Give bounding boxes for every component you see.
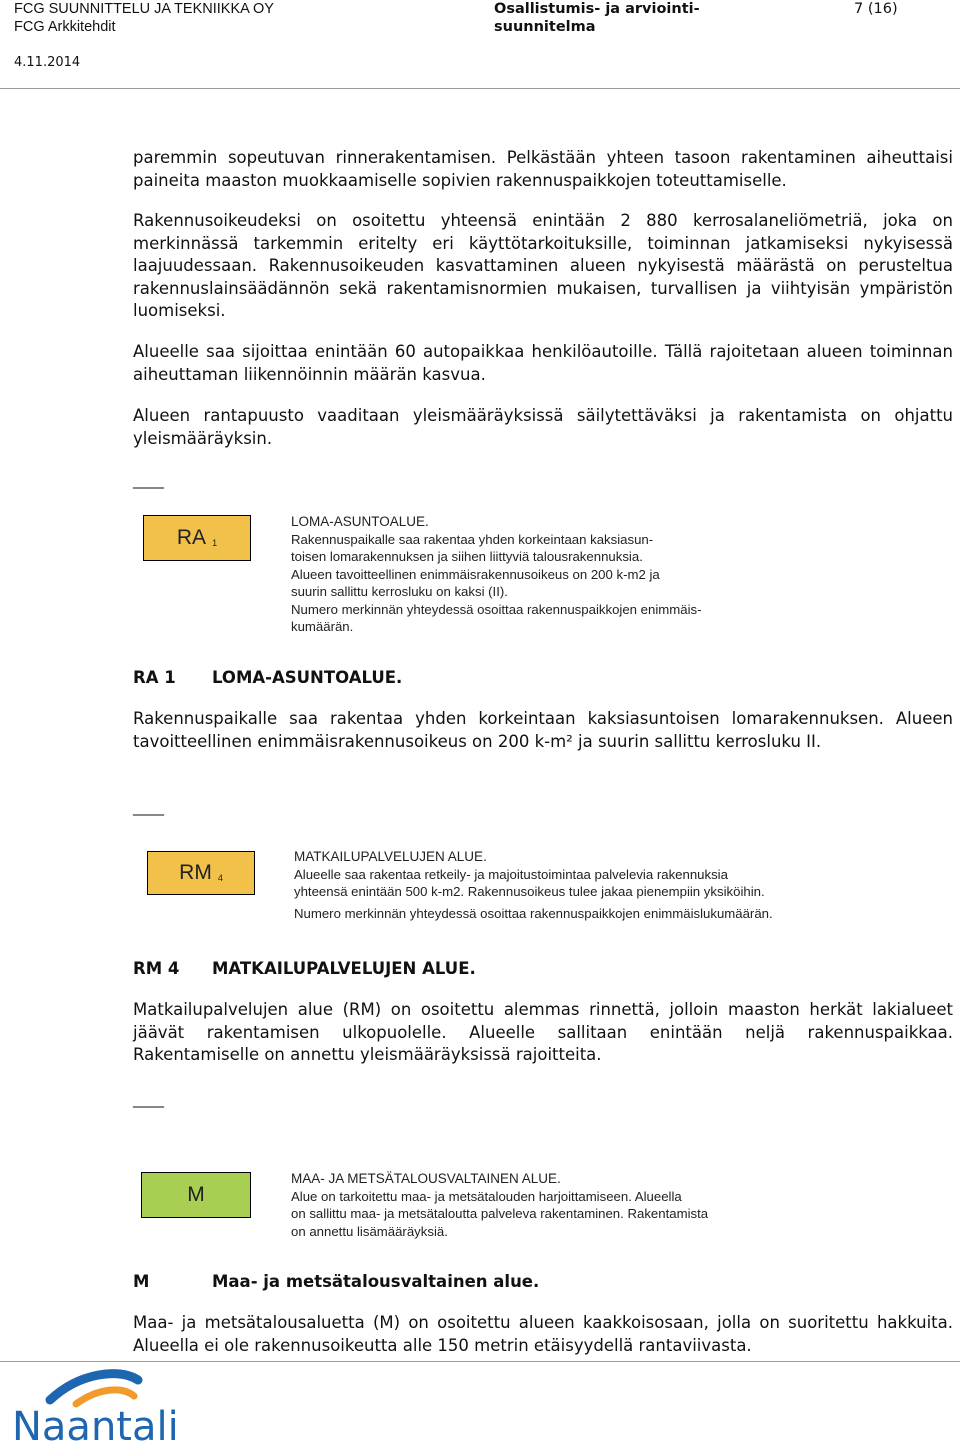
legend-text <box>291 513 811 636</box>
section-heading <box>133 667 402 689</box>
legend-text <box>291 1170 851 1240</box>
document-title: Osallistumis- ja arviointi-suunnitelma <box>494 1 700 35</box>
section-separator: _____ <box>133 473 163 489</box>
header-divider <box>0 88 960 89</box>
legend-line: on annettu lisämääräyksiä. <box>291 1223 448 1239</box>
legend-code: M <box>187 1183 205 1206</box>
legend-line: Alueelle saa rakentaa retkeily- ja majoitustoimintaa palvelevia rakennuksia <box>294 866 728 882</box>
naantali-logo <box>10 1366 200 1446</box>
body-paragraph: Alueelle saa sijoittaa enintään 60 autopaikkaa henkilöautoille. Tällä rajoitetaan alueen toiminnan aiheuttaman liikennöinnin määrän kasvua. <box>133 342 953 384</box>
page-number: 7 (16) <box>854 1 898 17</box>
section-code: RA 1 <box>133 668 176 687</box>
section-body: Rakennuspaikalle saa rakentaa yhden korkeintaan kaksiasuntoisen lomarakennuksen. Alueen tavoitteellinen enimmäisrakennusoikeus on 200 k-m² ja suurin sallittu kerrosluku II. <box>133 709 953 751</box>
legend-swatch <box>147 851 255 895</box>
legend-line: toisen lomarakennuksen ja siihen liittyviä talousrakennuksia. <box>291 549 643 564</box>
company-name: FCG SUUNNITTELU JA TEKNIIKKA OY <box>14 1 274 17</box>
legend-swatch <box>141 1172 251 1218</box>
legend-code: RM <box>179 861 212 884</box>
page-header <box>0 0 960 92</box>
document-date: 4.11.2014 <box>14 55 81 70</box>
legend-title: MAA- JA METSÄTALOUSVALTAINEN ALUE. <box>291 1171 561 1186</box>
legend-sub: 1 <box>212 538 218 548</box>
body-paragraph: Alueen rantapuusto vaaditaan yleismääräyksissä säilytettäväksi ja rakentamista on ohjattu yleismääräyksin. <box>133 406 953 448</box>
section-title: Maa- ja metsätalousvaltainen alue. <box>212 1272 540 1291</box>
body-paragraph: paremmin sopeutuvan rinnerakentamisen. Pelkästään yhteen tasoon rakentaminen aiheuttaisi paineita maaston muokkaamiselle sopivien rakennuspaikkojen toteuttamiselle. <box>133 148 953 190</box>
section-separator: _____ <box>133 1092 163 1108</box>
section-code: RM 4 <box>133 959 180 978</box>
legend-sub: 4 <box>217 873 223 883</box>
section-heading <box>133 958 476 980</box>
legend-text <box>294 848 854 922</box>
legend-swatch <box>143 515 251 561</box>
section-heading <box>133 1271 539 1293</box>
company-division: FCG Arkkitehdit <box>14 19 116 35</box>
section-title: LOMA-ASUNTOALUE. <box>212 668 403 687</box>
logo-wordmark: Naantali <box>12 1404 179 1446</box>
legend-line: yhteensä enintään 500 k-m2. Rakennusoikeus tulee jakaa pienempiin yksiköihin. <box>294 884 765 899</box>
footer-divider <box>0 1361 960 1362</box>
legend-title: MATKAILUPALVELUJEN ALUE. <box>294 849 487 864</box>
section-separator: _____ <box>133 800 163 816</box>
legend-line: suurin sallittu kerrosluku on kaksi (II). <box>291 584 508 599</box>
section-body: Maa- ja metsätalousaluetta (M) on osoitettu alueen kaakkoisosaan, jolla on suoritettu hakkuita. Alueella ei ole rakennusoikeutta alle 150 metrin etäisyydellä rantaviivasta. <box>133 1313 953 1355</box>
legend-line: Numero merkinnän yhteydessä osoittaa rakennuspaikkojen enimmäislukumäärän. <box>294 905 773 921</box>
legend-line: on sallittu maa- ja metsätaloutta palveleva rakentaminen. Rakentamista <box>291 1206 709 1221</box>
legend-line: Alueen tavoitteellinen enimmäisrakennusoikeus on 200 k-m2 ja <box>291 566 660 582</box>
legend-line: Rakennuspaikalle saa rakentaa yhden korkeintaan kaksiasun- <box>291 531 654 547</box>
legend-title: LOMA-ASUNTOALUE. <box>291 514 429 529</box>
legend-code: RA <box>176 526 207 549</box>
legend-line: Numero merkinnän yhteydessä osoittaa rakennuspaikkojen enimmäis- <box>291 601 702 617</box>
logo-wave-icon <box>10 1366 200 1446</box>
body-paragraph: Rakennusoikeudeksi on osoitettu yhteensä enintään 2 880 kerrosalaneliömetriä, joka on merkinnässä tarkemmin eritelty eri käyttötarkoituksille, toiminnan jatkamiseksi nykyisessä laajuudessaan. Rakennusoikeuden kasvattaminen alueen nykyisestä määrästä on perusteltua rakennuslainsäädännön sekä rakentamisnormien mukaisen, turvallisen ja viihtyisän ympäristön luomiseksi. <box>133 211 953 320</box>
section-title: MATKAILUPALVELUJEN ALUE. <box>212 959 476 978</box>
section-code: M <box>133 1272 150 1291</box>
section-body: Matkailupalvelujen alue (RM) on osoitettu alemmas rinnettä, jolloin maaston herkät lakialueet jäävät rakentamisen ulkopuolelle. Alueelle sallitaan enintään neljä rakennuspaikkaa. Rakentamiselle on annettu yleismääräyksissä rajoitteita. <box>133 1000 953 1064</box>
legend-line: Alue on tarkoitettu maa- ja metsätalouden harjoittamiseen. Alueella <box>291 1188 682 1204</box>
legend-line: kumäärän. <box>291 619 354 634</box>
